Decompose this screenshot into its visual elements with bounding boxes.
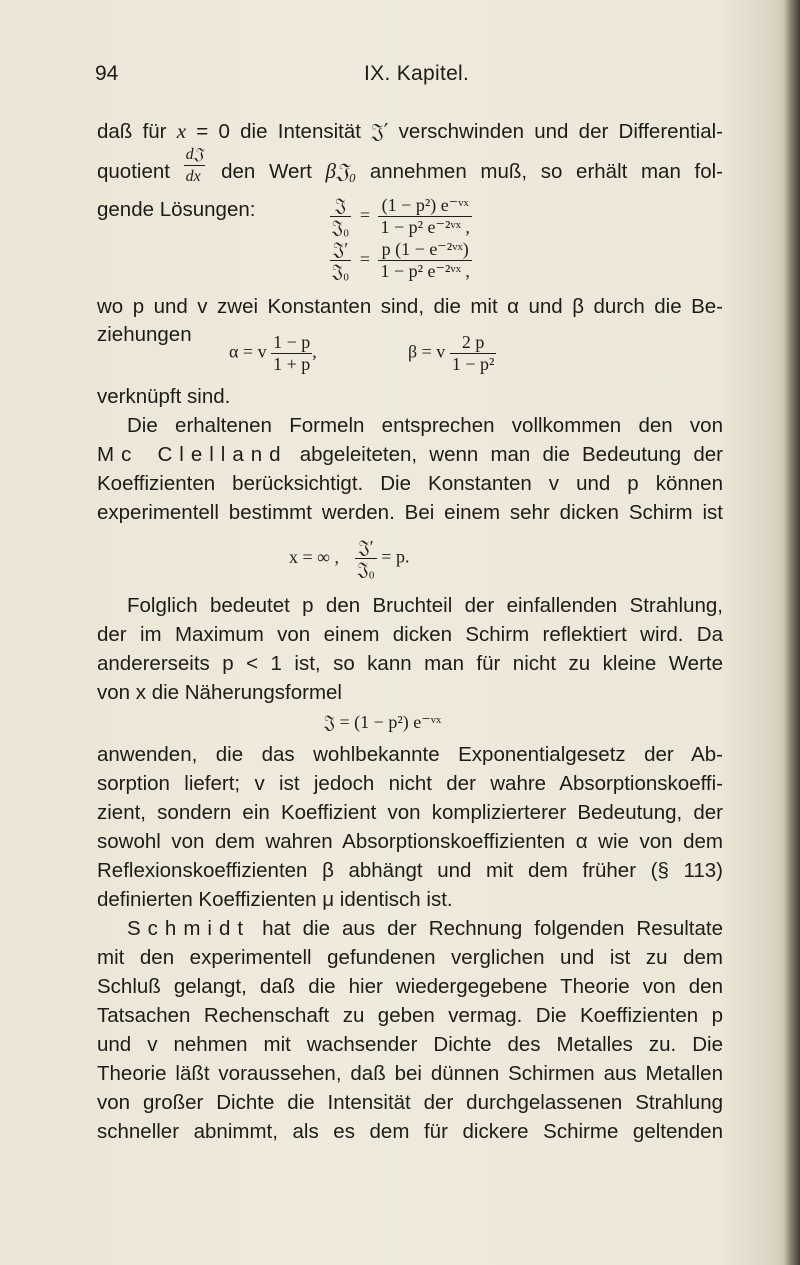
text-line: Mc Clelland abgeleiteten, wenn man die Bedeutung der: [97, 443, 723, 466]
text-line: verknüpft sind.: [97, 385, 231, 408]
text-line: mit den experimentell gefundenen verglichen und ist zu dem: [97, 946, 723, 969]
equation-intensity: $\frac{\text{𝔍}}{\text{𝔍₀}}$ = $\frac{\text{(1 − p²) e⁻ᵛˣ}}{\text{1 − p² e⁻²ᵛˣ ,}}$: [332, 195, 470, 237]
text-line: anwenden, die das wohlbekannte Exponentialgesetz der Ab-: [97, 743, 723, 766]
text-line: Schluß gelangt, daß die hier wiedergegebene Theorie von den: [97, 975, 723, 998]
page-number: 94: [95, 62, 119, 85]
page-edge-shadow: [784, 0, 800, 1265]
equation-alpha: α = v $\frac{1 - p}{1 + p}$ ,: [229, 332, 317, 374]
text-line: von großer Dichte die Intensität der durchgelassenen Strahlung: [97, 1091, 723, 1114]
text-line: Folglich bedeutet p den Bruchteil der einfallenden Strahlung,: [127, 594, 723, 617]
text-line: von x die Näherungsformel: [97, 681, 342, 704]
text-line: Koeffizienten berücksichtigt. Die Konstanten v und p können: [97, 472, 723, 495]
text-line: andererseits p < 1 ist, so kann man für nicht zu kleine Werte: [97, 652, 723, 675]
derivative-fraction: $\frac{\text{d𝔍}}{dx}$: [185, 146, 204, 186]
equation-approximation: 𝔍 = (1 − p²) e⁻ᵛˣ: [324, 712, 442, 732]
text-line: Tatsachen Rechenschaft zu geben vermag. Die Koeffizienten p: [97, 1004, 723, 1027]
text-line: definierten Koeffizienten μ identisch ist.: [97, 888, 453, 911]
text-line: gende Lösungen:: [97, 198, 256, 221]
text-line: sorption liefert; v ist jedoch nicht der wahre Absorptionskoeffi-: [97, 772, 723, 795]
running-head: IX. Kapitel.: [364, 62, 470, 85]
text-line: der im Maximum von einem dicken Schirm reflektiert wird. Da: [97, 623, 723, 646]
equation-limit: x = ∞ , $\frac{\text{𝔍′}}{\text{𝔍₀}}$ = p.: [289, 537, 410, 579]
text-line: schneller abnimmt, als es dem für dickere Schirme geltenden: [97, 1120, 723, 1143]
text-line: zient, sondern ein Koeffizient von komplizierterer Bedeutung, der: [97, 801, 723, 824]
text-line: experimentell bestimmt werden. Bei einem sehr dicken Schirm ist: [97, 501, 723, 524]
text-line: sowohl von dem wahren Absorptionskoeffizienten α wie von dem: [97, 830, 723, 853]
text-line: Schmidt hat die aus der Rechnung folgenden Resultate: [127, 917, 723, 940]
text-line: quotient $\frac{\text{d𝔍}}{dx}$ den Wert β𝔍₀ annehmen muß, so erhält man fol-: [97, 146, 723, 186]
equation-reflected: $\frac{\text{𝔍′}}{\text{𝔍₀}}$ = $\frac{\text{p (1 − e⁻²ᵛˣ)}}{\text{1 − p² e⁻²ᵛˣ ,}}$: [332, 239, 470, 281]
text-line: wo p und v zwei Konstanten sind, die mit α und β durch die Be-: [97, 295, 723, 318]
text-line: Die erhaltenen Formeln entsprechen vollkommen den von: [127, 414, 723, 437]
text-line: ziehungen: [97, 323, 192, 346]
author-name: Schmidt: [127, 917, 251, 940]
text-line: daß für x = 0 die Intensität 𝔍′ verschwinden und der Differential-: [97, 119, 723, 143]
equation-beta: β = v $\frac{2 p}{\text{1 − p²}}$: [408, 332, 495, 374]
text-line: Theorie läßt voraussehen, daß bei dünnen Schirmen aus Metallen: [97, 1062, 723, 1085]
text-line: Reflexionskoeffizienten β abhängt und mit dem früher (§ 113): [97, 859, 723, 882]
text-line: und v nehmen mit wachsender Dichte des Metalles zu. Die: [97, 1033, 723, 1056]
author-name: Mc Clelland: [97, 443, 288, 466]
